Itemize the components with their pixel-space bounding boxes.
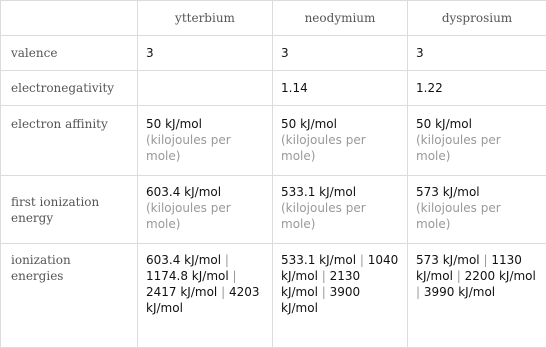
separator: | [416, 285, 420, 299]
row-label-line: first ionization [11, 195, 99, 209]
value-text: 573 kJ/mol [416, 253, 480, 267]
header-row [1, 1, 546, 36]
value-text: 533.1 kJ/mol [281, 253, 356, 267]
unit-note: (kilojoules per mole) [416, 133, 501, 163]
value-text: 50 kJ/mol [281, 117, 337, 131]
table-row-ionization-energies [1, 244, 546, 348]
separator: | [233, 269, 237, 283]
value-text: 50 kJ/mol [416, 117, 472, 131]
cell-ionization-energies-neodymium [273, 244, 408, 348]
value-text: 1174.8 kJ/mol [146, 269, 229, 283]
separator: | [457, 269, 461, 283]
cell-valence-neodymium: 3 [273, 36, 408, 71]
value-text: 4203 kJ/mol [146, 285, 260, 315]
row-label-electronegativity: electronegativity [1, 71, 138, 106]
cell-electron-affinity-dysprosium [408, 106, 546, 176]
cell-electronegativity-dysprosium: 1.22 [408, 71, 546, 106]
table-row-valence [1, 36, 546, 71]
cell-electron-affinity-ytterbium [138, 106, 273, 176]
cell-ionization-energies-ytterbium [138, 244, 273, 348]
table-row-electron-affinity [1, 106, 546, 176]
unit-note: (kilojoules per mole) [416, 201, 501, 231]
separator: | [322, 285, 326, 299]
cell-first-ionization-neodymium [273, 176, 408, 244]
separator: | [322, 269, 326, 283]
row-label-line: energy [11, 211, 53, 225]
row-label-line: ionization [11, 253, 71, 267]
value-text: 1130 kJ/mol [416, 253, 522, 283]
separator: | [360, 253, 364, 267]
value-text: 573 kJ/mol [416, 185, 480, 199]
column-header-dysprosium: dysprosium [408, 1, 546, 36]
value-text: 2130 kJ/mol [281, 269, 360, 299]
value-text: 533.1 kJ/mol [281, 185, 356, 199]
value-text: 603.4 kJ/mol [146, 185, 221, 199]
value-text: 50 kJ/mol [146, 117, 202, 131]
unit-note: (kilojoules per mole) [146, 133, 231, 163]
column-header-ytterbium: ytterbium [138, 1, 273, 36]
cell-first-ionization-dysprosium [408, 176, 546, 244]
cell-electronegativity-ytterbium [138, 71, 273, 106]
row-label-valence: valence [1, 36, 138, 71]
corner-cell [1, 1, 138, 36]
value-text: 2417 kJ/mol [146, 285, 217, 299]
value-text: 1040 kJ/mol [281, 253, 398, 283]
separator: | [221, 285, 225, 299]
value-text: 3900 kJ/mol [281, 285, 360, 315]
cell-valence-dysprosium: 3 [408, 36, 546, 71]
table-row-electronegativity [1, 71, 546, 106]
row-label-ionization-energies [1, 244, 138, 348]
unit-note: (kilojoules per mole) [281, 133, 366, 163]
value-text: 603.4 kJ/mol [146, 253, 221, 267]
column-header-neodymium: neodymium [273, 1, 408, 36]
cell-electronegativity-neodymium: 1.14 [273, 71, 408, 106]
table-row-first-ionization-energy [1, 176, 546, 244]
value-text: 2200 kJ/mol [465, 269, 536, 283]
separator: | [483, 253, 487, 267]
cell-electron-affinity-neodymium [273, 106, 408, 176]
row-label-electron-affinity: electron affinity [1, 106, 138, 176]
row-label-first-ionization-energy [1, 176, 138, 244]
value-text: 3990 kJ/mol [424, 285, 495, 299]
unit-note: (kilojoules per mole) [146, 201, 231, 231]
cell-first-ionization-ytterbium [138, 176, 273, 244]
unit-note: (kilojoules per mole) [281, 201, 366, 231]
cell-valence-ytterbium: 3 [138, 36, 273, 71]
row-label-line: energies [11, 269, 63, 283]
cell-ionization-energies-dysprosium [408, 244, 546, 348]
separator: | [225, 253, 229, 267]
